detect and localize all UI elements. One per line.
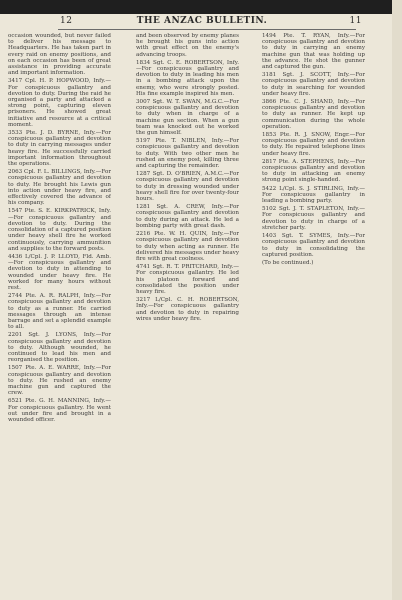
column-3 [262,33,365,563]
article-paragraph: 1403 Sgt. T. SYMES, Infy.—For conspicuous gallantry and devotion to duty in consolidating the captured position. [262,233,365,258]
article-paragraph: occasion wounded, but never failed to deliver his message to Headquarters. He has taken part in every raid on enemy positions, and on each occasion has been of great assistance in providing accurate and important information. [8,33,111,77]
top-dark-strip [0,0,402,14]
article-paragraph: 3866 Pte. C. J. SHAND, Infy.—For conspicuous gallantry and devotion to duty as runner. He kept up communication during the whole operation. [262,99,365,130]
article-paragraph: 1507 Pte. A. E. WARRE, Infy.—For conspicuous gallantry and devotion to duty. He rushed an enemy machine gun and captured the crew. [8,365,111,397]
article-paragraph: 5422 L/Cpl. S. J. STIRLING, Infy.—For conspicuous gallantry in leading a bombing party. [262,185,365,205]
article-paragraph: 2817 Pte. A. STEPHENS, Infy.—For conspicuous gallantry and devotion to duty in attacking an enemy strong point single-handed. [262,158,365,184]
article-paragraph: 2744 Pte. A. R. RALPH, Infy.—For conspicuous gallantry and devotion to duty as a runner. He carried messages through an intense barrage and set a splendid example to all. [8,293,111,331]
column-2 [136,33,239,563]
article-paragraph: 2201 Sgt. J. LYONS, Infy.—For conspicuous gallantry and devotion to duty. Although wounded, he continued to lead his men and reorganised the position. [8,332,111,364]
article-paragraph: 3217 L/Cpl. C. H. ROBERTSON, Infy.—For conspicuous gallantry and devotion to duty in repairing wires under heavy fire. [136,297,239,322]
article-paragraph: 1547 Pte. S. E. KIRKPATRICK, Infy.—For conspicuous gallantry and devotion to duty. During the consolidation of a captured position under heavy shell fire he worked continuously, carrying ammunition and supplies to the forward posts. [8,208,111,252]
page-edge [392,0,402,600]
page-number-right: 11 [349,16,362,26]
article-paragraph: 5197 Pte. T. NIBLEN, Infy.—For conspicuous gallantry and devotion to duty. With two other men he rushed an enemy post, killing three and capturing the remainder. [136,138,239,170]
publication-title: THE ANZAC BULLETIN. [136,16,268,26]
article-paragraph: 1834 Sgt. C. E. ROBERTSON, Infy.—For conspicuous gallantry and devotion to duty in leading his men in a bombing attack upon the enemy, who were strongly posted. His fine example inspired his men. [136,59,239,97]
page-number-left: 12 [60,16,73,26]
header-rule [58,29,356,30]
article-paragraph: 5102 Sgt. J. T. STAPLETON, Infy.—For conspicuous gallantry and devotion to duty in charge of a stretcher party. [262,206,365,231]
article-paragraph: 6521 Pte. G. H. MANNING, Infy.—For conspicuous gallantry. He went out under fire and brought in a wounded officer. [8,398,111,423]
article-paragraph: and been observed by enemy planes he brought his guns into action with great effect on the enemy's advancing troops. [136,33,239,58]
article-paragraph: 4741 Sgt. R. T. PRITCHARD, Infy.—For conspicuous gallantry. He led his platoon forward and consolidated the position under heavy fire. [136,264,239,295]
article-paragraph: (To be continued.) [262,259,314,266]
article-paragraph: 2216 Pte. W. H. QUIN, Infy.—For conspicuous gallantry and devotion to duty when acting as runner. He delivered his messages under heavy fire with great coolness. [136,231,239,262]
article-paragraph: 1287 Sgt. D. O'BRIEN, A.M.C.—For conspicuous gallantry and devotion to duty in dressing wounded under heavy shell fire for over twenty-four hours. [136,171,239,203]
page-header [42,16,362,26]
article-paragraph: 3181 Sgt. J. SCOTT, Infy.—For conspicuous gallantry and devotion to duty in searching for wounded under heavy fire. [262,72,365,97]
article-paragraph: 3007 Sgt. W. T. SWAN, M.G.C.—For conspicuous gallantry and devotion to duty when in charge of a machine gun section. When a gun team was knocked out he worked the gun himself. [136,99,239,137]
article-paragraph: 1853 Pte. R. J. SNOW, Engr.—For conspicuous gallantry and devotion to duty. He repaired telephone lines under heavy fire. [262,132,365,157]
article-paragraph: 1494 Pte. T. RYAN, Infy.—For conspicuous gallantry and devotion to duty in carrying an enemy machine gun that was holding up the advance. He shot the gunner and captured the gun. [262,33,365,71]
article-paragraph: 3533 Pte. J. D. BYRNE, Infy.—For conspicuous gallantry and devotion to duty in carrying messages under heavy fire. He successfully carried important information throughout the operations. [8,130,111,168]
column-1 [8,33,111,563]
article-paragraph: 1281 Sgt. A. CREW, Infy.—For conspicuous gallantry and devotion to duty during an attack. He led a bombing party with great dash. [136,204,239,229]
article-paragraph: 4436 L/Cpl. J. P. LLOYD, Fld. Amb.—For conspicuous gallantry and devotion to duty in attending to wounded under heavy fire. He worked for many hours without rest. [8,253,111,291]
article-paragraph: 2063 Cpl. F. L. BILLINGS, Infy.—For conspicuous gallantry and devotion to duty. He brought his Lewis gun into action under heavy fire, and effectively covered the advance of his company. [8,169,111,207]
article-paragraph: 3417 Cpl. H. P. HOPWOOD, Infy.—For conspicuous gallantry and devotion to duty. During the raid he organised a party and attacked a strong point, capturing eleven prisoners. He showed great initiative and resource at a critical moment. [8,78,111,128]
